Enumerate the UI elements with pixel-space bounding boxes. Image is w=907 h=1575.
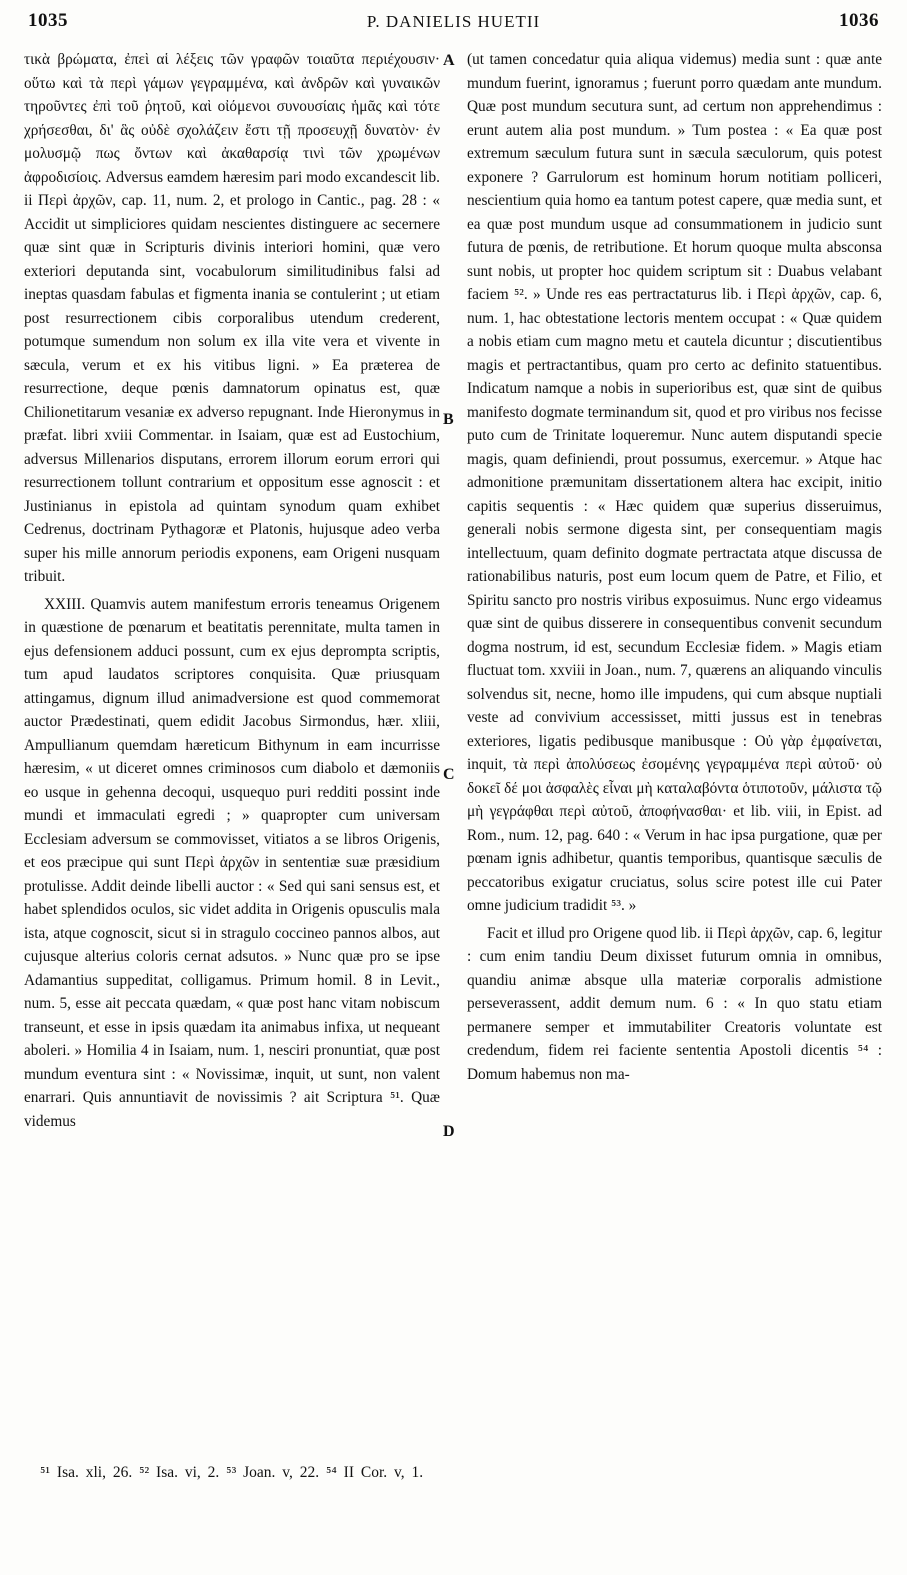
right-paragraph: (ut tamen concedatur quia aliqua videmus) media sunt : quæ ante mundum fuerint, ignoramus ; fuerunt porro quædam ante mundum. Quæ post mundum secutura sunt, ad certum non apprehendimus : erunt autem alia post mundum. » Tum postea : « Ea quæ post extremum sæculum futura sunt in sæcula sæculorum, quis potest exponere ? Garrulorum est hominum horum notitiam polliceri, nescientium quia homo ea tantum potest capere, quæ media sunt, et ea quæ post mundum usque ad consummationem in judicio sunt futura de pœnis, de retributione. Et horum quoque multa absconsa sunt nobis, ut propter hoc quidem scriptum sit : Duabus velabant faciem ⁵². » Unde res eas pertractaturus lib. i Περὶ ἀρχῶν, cap. 6, num. 1, hac obtestatione lectoris mentem occupat : « Quæ quidem a nobis etiam cum magno metu et cautela dicuntur ; discutientibus magis et pertractantibus, quam pro certo ac definito statuentibus. Indicatum namque a nobis in superioribus est, quæ sint de quibus manifesto dogmate terminandum sit, quod et pro viribus nos fecisse puto cum de Trinitate loqueremur. Nunc autem disputandi specie magis, quam definiendi, prout possumus, exercemur. » Atque hac admonitione præmunitam dissertationem altera hac excipit, initio capitis sequentis : « Hæc quidem quæ superius disseruimus, generali nobis sermone digesta sint, per consequentiam magis intellectuum, quam definito dogmate pertractata atque discussa de rationabilibus naturis, post eum locum quem de Patre, et Filio, et Spiritu sancto pro nostris viribus exposuimus. Nunc ergo videamus quæ sint de quibus disserere in consequentibus convenit secundum dogma nostrum, id est, secundum Ecclesiæ fidem. » Magis etiam fluctuat tom. xxviii in Joan., num. 7, quærens an aliquando vinculis solvendus sit, necne, homo ille impudens, qui cum absque nuptiali veste ad convivium accessisset, mitti jussus est in tenebras exteriores, ligatis pedibusque manibusque : Οὐ γὰρ ἐμφαίνεται, inquit, τὰ περὶ ἀπολύσεως ἐσομένης γεγραμμένα περὶ αὐτοῦ· οὐ δοκεῖ δέ μοι ἀσφαλὲς εἶναι μὴ καταλαβόντα ὁτιποτοῦν, μάλιστα τῷ μὴ γεγράφθαι περὶ αὐτοῦ, ἀποφήνασθαι· et lib. viii, in Epist. ad Rom., num. 12, pag. 640 : « Verum in hac ipsa purgatione, quæ per pœnam ignis adhibetur, quantis temporibus, quantisque sæculis de peccatoribus exigatur cruciatus, solus scire potest ille cui Pater omne judicium tradidit ⁵³. » — [467, 51, 882, 914]
left-column — [24, 48, 440, 1133]
right-page-number: 1036 — [839, 10, 879, 31]
right-paragraph: Facit et illud pro Origene quod lib. ii Περὶ ἀρχῶν, cap. 6, legitur : cum enim tandiu Deum dixisset futurum omnia in omnibus, quandiu animæ absque ulla materiæ corporalis admistione perseverassent, addit demum num. 6 : « In quo statu etiam permanere semper et immutabiliter Creatoris voluntate est credendum, fidem rei faciente sententia Apostoli dicentis ⁵⁴ : Domum habemus non ma- — [467, 924, 882, 1083]
margin-marker-d: D — [443, 1123, 455, 1140]
left-paragraph: τικὰ βρώματα, ἐπεὶ αἱ λέξεις τῶν γραφῶν τοιαῦτα περιέχουσιν· οὕτω καὶ τὰ περὶ γάμων γεγραμμένα, καὶ ἀνδρῶν καὶ γυναικῶν τηροῦντες ἐπὶ τοῦ ῥητοῦ, καὶ οἰόμενοι συνουσίαις ἡμᾶς καὶ τότε χρήσεσθαι, δι' ἃς οὐδὲ σχολάζειν ἔστι τῇ προσευχῇ δυνατὸν· ἐν μολυσμῷ πως ὄντων καὶ ἀκαθαρσίᾳ τινὶ τῶν χρωμένων ἀφροδισίοις. Adversus eamdem hæresim pari modo excandescit lib. ii Περὶ ἀρχῶν, cap. 11, num. 2, et prologo in Cantic., pag. 28 : « Accidit ut simpliciores quidam nescientes distinguere ac secernere quæ sint quæ in Scripturis divinis interiori homini, quæ vero exteriori deputanda sint, vocabulorum similitudinibus falsi ad ineptas quasdam fabulas et figmenta inania se contulerint ; ut etiam post resurrectionem cibis corporalibus utendum crederent, potumque sumendum non solum ex illa vite vera et vivente in sæcula, verum et ex his vitibus ligni. » Ea præterea de resurrectione, deque pœnis damnatorum opinatus est, quæ Chilionetitarum vesaniæ ex adverso repugnant. Inde Hieronymus in præfat. libri xviii Commentar. in Isaiam, quæ est ad Eustochium, adversus Millenarios disputans, errorem illorum eorum errori qui resurrectionem tollunt contrarium et oppositum esse agnoscit : et Justinianus in epistola ad quintam synodum quam exhibet Cedrenus, doctrinam Pythagoræ et Platonis, hujusque adeo verba super his mille annorum periodis exponens, eam Origeni nusquam tribuit. — [24, 51, 440, 585]
right-column — [467, 48, 882, 1086]
running-title: P. DANIELIS HUETII — [366, 12, 541, 31]
left-page-number: 1035 — [28, 10, 68, 31]
margin-marker-a: A — [443, 52, 455, 69]
footnotes: ⁵¹ Isa. xli, 26. ⁵² Isa. vi, 2. ⁵³ Joan. v, 22. ⁵⁴ II Cor. v, 1. — [40, 1464, 424, 1481]
left-paragraph: XXIII. Quamvis autem manifestum erroris teneamus Origenem in quæstione de pœnarum et beatitatis perennitate, multa tamen in ejus defensionem adduci possunt, cum ex ejus deprompta scriptis, tum apud laudatos scriptores conquisita. Quæ priusquam attingamus, dignum illud animadversione est quod commemorat auctor Prædestinati, quem edidit Jacobus Sirmondus, hær. xliii, Ampullianum quemdam hæreticum Bithynum in eam incurrisse hæresim, « ut diceret omnes criminosos cum diabolo et dæmoniis eo usque in gehenna decoqui, usquequo puri redditi possint inde mundi et immaculati egredi ; » quapropter cum universam Ecclesiam adversum se commovisset, vitiatos a se libros Origenis, et eos præcipue qui sunt Περὶ ἀρχῶν in sententiæ suæ præsidium protulisse. Addit deinde libelli auctor : « Sed qui sani sensus est, et habet splendidos oculos, sic videt addita in Origenis opusculis mala ista, atque cognoscit, sicut si in stragulo coccineo pannos albos, aut cujusque alterius coloris cernat adsutos. » Nunc quæ pro se ipse Adamantius suppeditat, colligamus. Primum homil. 8 in Levit., num. 5, esse ait peccata quædam, « quæ post hanc vitam nobiscum transeunt, et esse in ipsis quædam ita animabus infixa, ut nequeant aboleri. » Homilia 4 in Isaiam, num. 1, nesciri pronuntiat, quæ post mundum eventura sint : « Novissimæ, inquit, ut sunt, non valent enarrari. Quis annuntiavit de novissimis ? ait Scriptura ⁵¹. Quæ videmus — [24, 595, 440, 1130]
margin-marker-c: C — [443, 766, 455, 783]
margin-marker-b: B — [443, 411, 454, 428]
page-header — [28, 10, 879, 36]
